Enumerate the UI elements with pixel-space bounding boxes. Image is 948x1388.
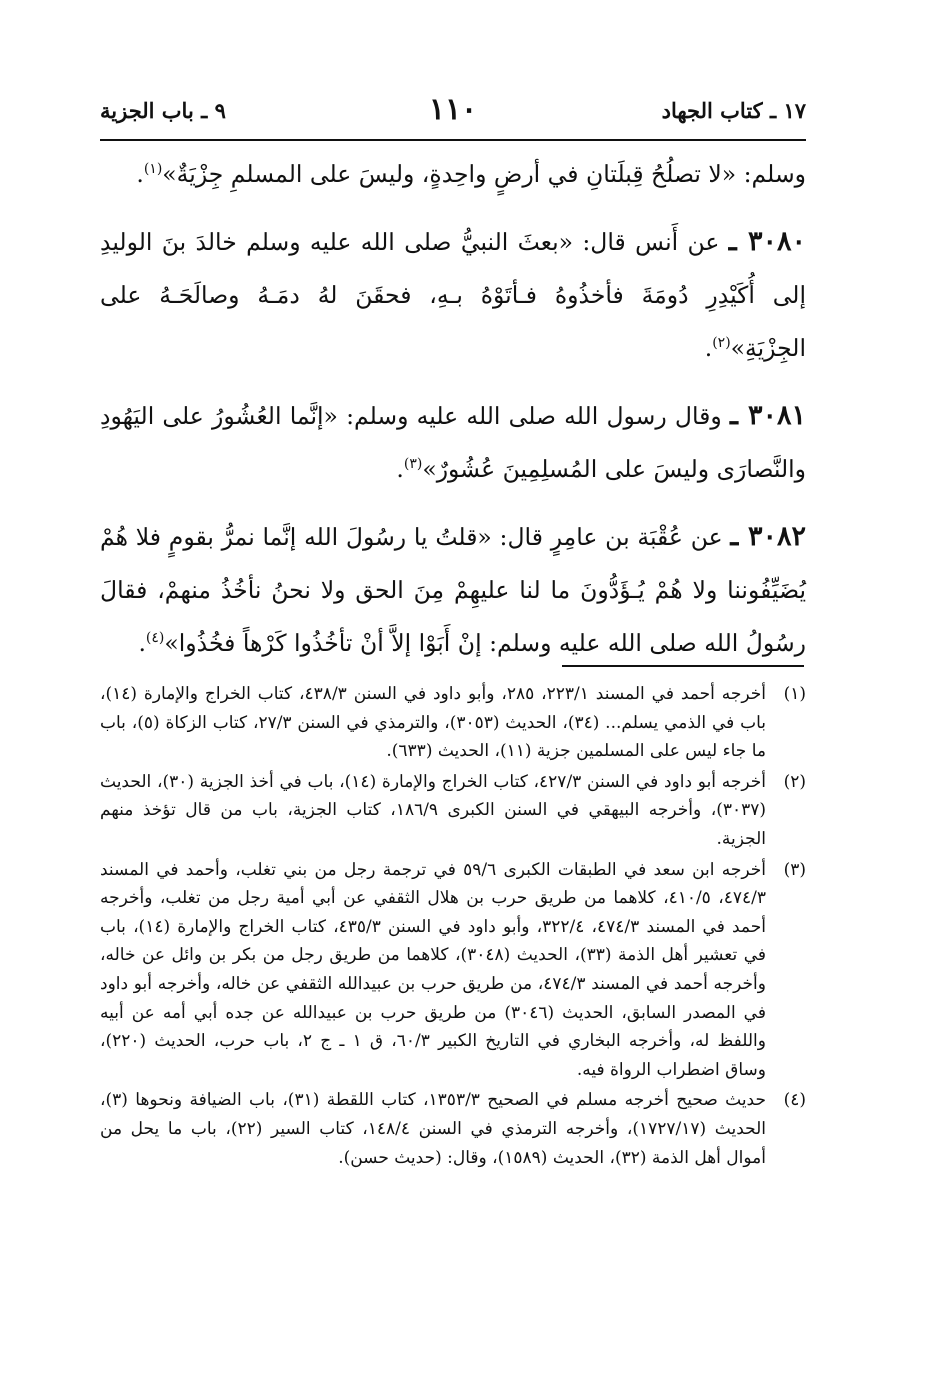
paragraph-text: وسلم: «لا تصلُحُ قِبلَتانِ في أرضٍ واحِدةٍ، وليسَ على المسلمِ جِزْيَةٌ» [162,160,806,188]
footnote-2 [100,768,806,854]
paragraph-continuation [100,148,806,201]
paragraph-end: . [396,455,404,483]
paragraph-text: عن أَنس قال: «بعثَ النبيُّ صلى الله عليه وسلم خالدَ بنَ الوليدِ إلى أُكَيْدِرِ دُومَةَ فأخذُوهُ فـأتَوْهُ بـهِ، فحقَنَ لهُ دمَـهُ وصالَحَـهُ على الجِزْيَةِ» [100,228,806,362]
footnote-3 [100,856,806,1085]
footnote-number: (٣) [783,859,806,880]
footnote-ref: (٤) [145,630,165,647]
footnote-text: أخرجه ابن سعد في الطبقات الكبرى ٥٩/٦ في ترجمة رجل من بني تغلب، وأحمد في المسند ٤٧٤/٣، ٤١٠/٥، كلاهما من طريق حرب بن هلال الثقفي عن أبي أمية رجل من تغلب، وأخرجه أحمد في المسند ٤٧٤/٣، ٣٢٢/٤، وأبو داود في السنن ٤٣٥/٣، كتاب الخراج والإمارة (١٤)، باب في تعشير أهل الذمة (٣٣)، الحديث (٣٠٤٨)، كلاهما من طريق رجل من بكر بن وائل عن خاله، وأخرجه أحمد في المسند ٤٧٤/٣، من طريق حرب بن عبيدالله الثقفي عن خاله، وأخرجه أبو داود في المصدر السابق، الحديث (٣٠٤٦) من طريق حرب بن عبيدالله عن جده أبي أمه عن أبيه واللفظ له، وأخرجه البخاري في التاريخ الكبير ٦٠/٣، ق ١ ـ ج ٢، باب حرب، الحديث (٢٢٠)، وساق اضطراب الرواة فيه. [100,859,767,1080]
page-number: ١١٠ [428,92,478,127]
footnote-4 [100,1086,806,1172]
chapter-title: ١٧ ـ كتاب الجهاد [661,98,806,123]
footnote-ref: (٣) [403,456,423,473]
footnote-ref: (١) [143,161,163,178]
footnote-text: أخرجه أحمد في المسند ٢٢٣/١، ٢٨٥، وأبو داود في السنن ٤٣٨/٣، كتاب الخراج والإمارة (١٤)، باب في الذمي يسلم... (٣٤)، الحديث (٣٠٥٣)، والترمذي في السنن ٢٧/٣، كتاب الزكاة (٥)، باب ما جاء ليس على المسلمين جزية (١١)، الحديث (٦٣٣). [100,684,766,762]
header-rule [100,139,806,141]
footnote-ref: (٢) [712,335,731,352]
hadith-3080 [100,215,806,375]
paragraph-end: . [136,160,144,188]
section-title: ٩ ـ باب الجزية [100,98,226,123]
footnote-number: (٢) [783,771,806,792]
paragraph-text: عن عُقْبَة بن عامِرٍ قال: «قلتُ يا رسُولَ الله إنَّما نمرُّ بقومٍ فلا هُمْ يُضَيِّفُوننا ولا هُمْ يُـؤَدُّونَ ما لنا عليهِمْ مِنَ الحق ولا نحنُ نأخُذُ منهمْ، فقالَ رسُولُ الله صلى الله عليه وسلم: إنْ أَبَوْا إلاَّ أنْ تأخُذُوا كَرْهاً فخُذُوا» [100,523,806,657]
main-text [100,148,806,684]
hadith-number: ٣٠٨٢ ـ [730,521,806,552]
hadith-number: ٣٠٨١ ـ [729,400,806,431]
paragraph-end: . [704,334,713,362]
footnote-text: أخرجه أبو داود في السنن ٤٢٧/٣، كتاب الخراج والإمارة (١٤)، باب في أخذ الجزية (٣٠)، الحديث (٣٠٣٧)، وأخرجه البيهقي في السنن الكبرى ١٨٦/٩، كتاب الجزية، باب من قال تؤخذ منهم الجزية. [100,771,767,849]
paragraph-end: . [138,629,146,657]
footnote-number: (١) [783,684,806,704]
hadith-3082 [100,510,806,670]
paragraph-text: وقال رسول الله صلى الله عليه وسلم: «إنَّما العُشُورُ على اليَهُودِ والنَّصارَى وليسَ على المُسلِمِينَ عُشُورٌ» [100,402,806,483]
footnote-number: (٤) [783,1090,806,1111]
footnotes [100,680,806,1174]
page-header [100,92,806,132]
footnote-text: حديث صحيح أخرجه مسلم في الصحيح ١٣٥٣/٣، كتاب اللقطة (٣١)، باب الضيافة ونحوها (٣)، الحديث (١٧٢٧/١٧)، وأخرجه الترمذي في السنن ١٤٨/٤، كتاب السير (٢٢)، باب ما يحل من أموال أهل الذمة (٣٢)، الحديث (١٥٨٩)، وقال: (حديث حسن). [100,1090,766,1168]
hadith-3081 [100,389,806,496]
footnote-rule [562,665,804,667]
hadith-number: ٣٠٨٠ ـ [728,226,806,257]
footnote-1 [100,680,806,766]
